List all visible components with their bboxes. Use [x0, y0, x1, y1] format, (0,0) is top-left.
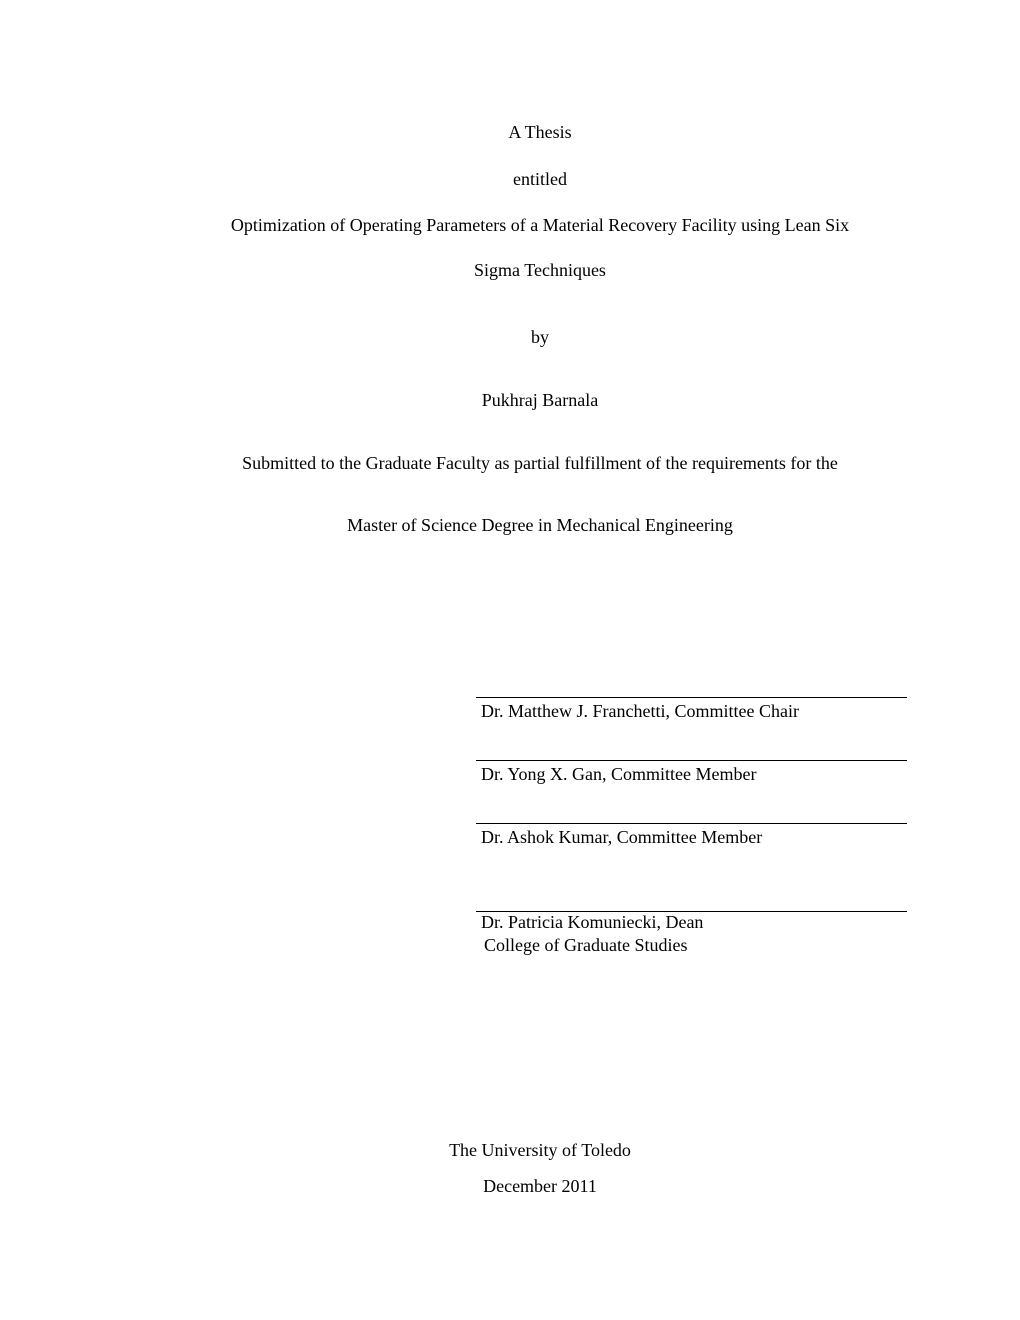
signature-block-member-1 — [476, 760, 907, 785]
signatory-name: Dr. Matthew J. Franchetti, Committee Chair — [481, 701, 799, 721]
signature-line — [476, 697, 907, 698]
thesis-title-line-2: Sigma Techniques — [474, 260, 606, 280]
submission-date: December 2011 — [483, 1176, 597, 1196]
signatory-name: Dr. Patricia Komuniecki, Dean — [481, 912, 704, 932]
submission-statement: Submitted to the Graduate Faculty as partial fulfillment of the requirements for the — [242, 453, 838, 473]
by-label: by — [531, 327, 549, 347]
signature-block-member-2 — [476, 823, 907, 848]
degree-name: Master of Science Degree in Mechanical Engineering — [347, 515, 733, 535]
signature-line — [476, 760, 907, 761]
signatory-name: Dr. Yong X. Gan, Committee Member — [481, 764, 757, 784]
thesis-title-line-1: Optimization of Operating Parameters of a Material Recovery Facility using Lean Six — [230, 215, 850, 235]
entitled-label: entitled — [513, 169, 567, 189]
thesis-label: A Thesis — [508, 122, 572, 142]
signature-line — [476, 823, 907, 824]
signature-block-chair — [476, 697, 907, 722]
author-name: Pukhraj Barnala — [481, 390, 599, 410]
signatory-name: Dr. Ashok Kumar, Committee Member — [481, 827, 763, 847]
signatory-title: College of Graduate Studies — [484, 935, 688, 955]
university-name: The University of Toledo — [449, 1140, 631, 1160]
signature-block-dean — [476, 911, 907, 956]
